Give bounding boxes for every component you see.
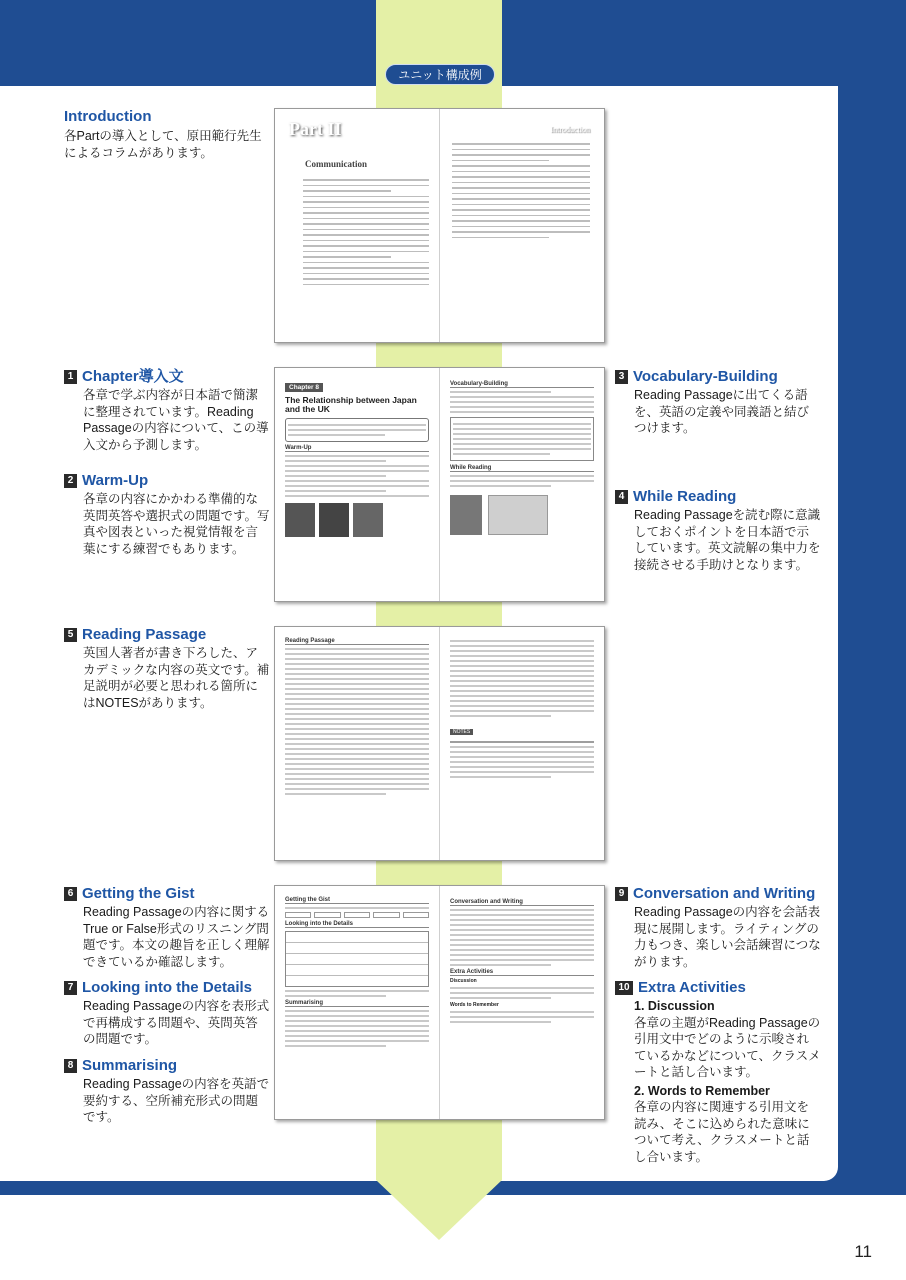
section-body: Reading Passageに出てくる語を、英語の定義や同義語と結びつけます。 — [634, 388, 810, 435]
discussion-subheading: 1. Discussion — [634, 999, 715, 1013]
section-body: Reading Passageの内容に関するTrue or False形式のリスニング問題です。本文の趣旨を正しく理解できているか確認します。 — [83, 905, 270, 969]
thumbnail-reading-passage-spread — [274, 626, 605, 861]
thumb-notes-label: NOTES — [450, 729, 473, 735]
section-getting-the-gist — [64, 884, 270, 970]
section-number-badge: 2 — [64, 474, 77, 488]
section-body: 英国人著者が書き下ろした、アカデミックな内容の英文です。補足説明が必要と思われる箇所にはNOTESがあります。 — [83, 646, 270, 710]
section-number-badge: 3 — [615, 370, 628, 384]
section-heading: While Reading — [633, 488, 737, 505]
thumb-extra-head: Extra Activities — [450, 969, 594, 976]
section-extra-activities — [615, 978, 821, 1165]
section-summarising — [64, 1056, 270, 1126]
section-heading: Chapter導入文 — [82, 368, 184, 385]
discussion-body: 各章の主題がReading Passageの引用文中でどのように示唆されているかなどについて、クラスメートと話し合います。 — [634, 1015, 821, 1079]
thumbnail-right-page — [439, 368, 604, 601]
section-number-badge: 4 — [615, 490, 628, 504]
thumbnail-introduction-spread — [274, 108, 605, 343]
section-number-badge: 5 — [64, 628, 77, 642]
intro-heading: Introduction — [64, 108, 152, 125]
thumbnail-exercises-spread — [274, 885, 605, 1120]
thumbnail-right-page — [439, 627, 604, 860]
section-looking-into-details — [64, 978, 270, 1048]
thumbnail-left-page — [275, 627, 439, 860]
section-heading: Looking into the Details — [82, 979, 253, 996]
section-number-badge: 8 — [64, 1059, 77, 1073]
intro-section — [64, 107, 274, 161]
section-chapter-intro — [64, 367, 270, 453]
thumbnail-right-page — [439, 886, 604, 1119]
intro-body: 各Partの導入として、原田範行先生によるコラムがあります。 — [64, 129, 262, 160]
unit-structure-title: ユニット構成例 — [385, 64, 495, 85]
thumb-vocab-head: Vocabulary-Building — [450, 381, 594, 388]
section-number-badge: 9 — [615, 887, 628, 901]
thumbnail-chapter-spread — [274, 367, 605, 602]
thumb-chapter-title: The Relationship between Japan and the UK — [285, 395, 417, 414]
thumb-warmup-head: Warm-Up — [285, 445, 429, 452]
thumbnail-left-page — [275, 109, 439, 342]
section-body: 各章の内容にかかわる準備的な英問英答や選択式の問題です。写真や図表といった視覚情報を言葉にする練習でもあります。 — [83, 492, 270, 556]
section-warm-up — [64, 471, 270, 557]
section-body: Reading Passageを読む際に意識しておくポイントを日本語で示しています。英文読解の集中力を接続させる手助けとなります。 — [634, 508, 821, 572]
page-number: 11 — [854, 1242, 872, 1261]
section-heading: Vocabulary-Building — [633, 368, 778, 385]
section-heading: Conversation and Writing — [633, 885, 816, 902]
section-heading: Reading Passage — [82, 626, 207, 643]
section-body: Reading Passageの内容を会話表現に展開します。ライティングの力もつき、楽しい会話練習につながります。 — [634, 905, 821, 969]
thumb-summarising-head: Summarising — [285, 1000, 429, 1007]
thumb-while-head: While Reading — [450, 465, 594, 472]
thumb-details-head: Looking into the Details — [285, 921, 429, 928]
words-body: 各章の内容に関連する引用文を読み、そこに込められた意味について考え、クラスメートと話し合います。 — [634, 1100, 810, 1164]
thumb-words-label: Words to Remember — [450, 1002, 499, 1008]
words-subheading: 2. Words to Remember — [634, 1083, 770, 1098]
section-body: Reading Passageの内容を表形式で再構成する問題や、英問英答の問題です。 — [83, 999, 270, 1046]
thumb-gist-head: Getting the Gist — [285, 897, 429, 904]
section-vocabulary-building — [615, 367, 821, 437]
section-number-badge: 10 — [615, 981, 633, 995]
section-number-badge: 7 — [64, 981, 77, 995]
section-number-badge: 1 — [64, 370, 77, 384]
thumb-intro-label: Introduction — [550, 125, 590, 134]
thumb-discussion-label: Discussion — [450, 978, 477, 984]
thumbnail-left-page — [275, 886, 439, 1119]
thumbnail-left-page — [275, 368, 439, 601]
section-reading-passage — [64, 625, 270, 711]
thumb-part-title: Part II — [289, 119, 342, 139]
section-heading: Warm-Up — [82, 472, 149, 489]
section-heading: Extra Activities — [638, 979, 746, 996]
thumb-passage-head: Reading Passage — [285, 638, 429, 645]
thumb-conversation-head: Conversation and Writing — [450, 899, 594, 906]
flow-arrow-head — [376, 1180, 502, 1240]
thumbnail-right-page — [439, 109, 604, 342]
section-body: 各章で学ぶ内容が日本語で簡潔に整理されています。Reading Passageの内容について、この導入文から予測します。 — [83, 388, 269, 452]
section-while-reading — [615, 487, 821, 573]
thumb-part-subtitle: Communication — [305, 159, 368, 169]
section-conversation-writing — [615, 884, 825, 970]
section-number-badge: 6 — [64, 887, 77, 901]
section-heading: Getting the Gist — [82, 885, 195, 902]
thumb-chapter-label: Chapter 8 — [285, 383, 323, 392]
section-body: Reading Passageの内容を英語で要約する、空所補充形式の問題です。 — [83, 1077, 270, 1124]
section-heading: Summarising — [82, 1057, 178, 1074]
